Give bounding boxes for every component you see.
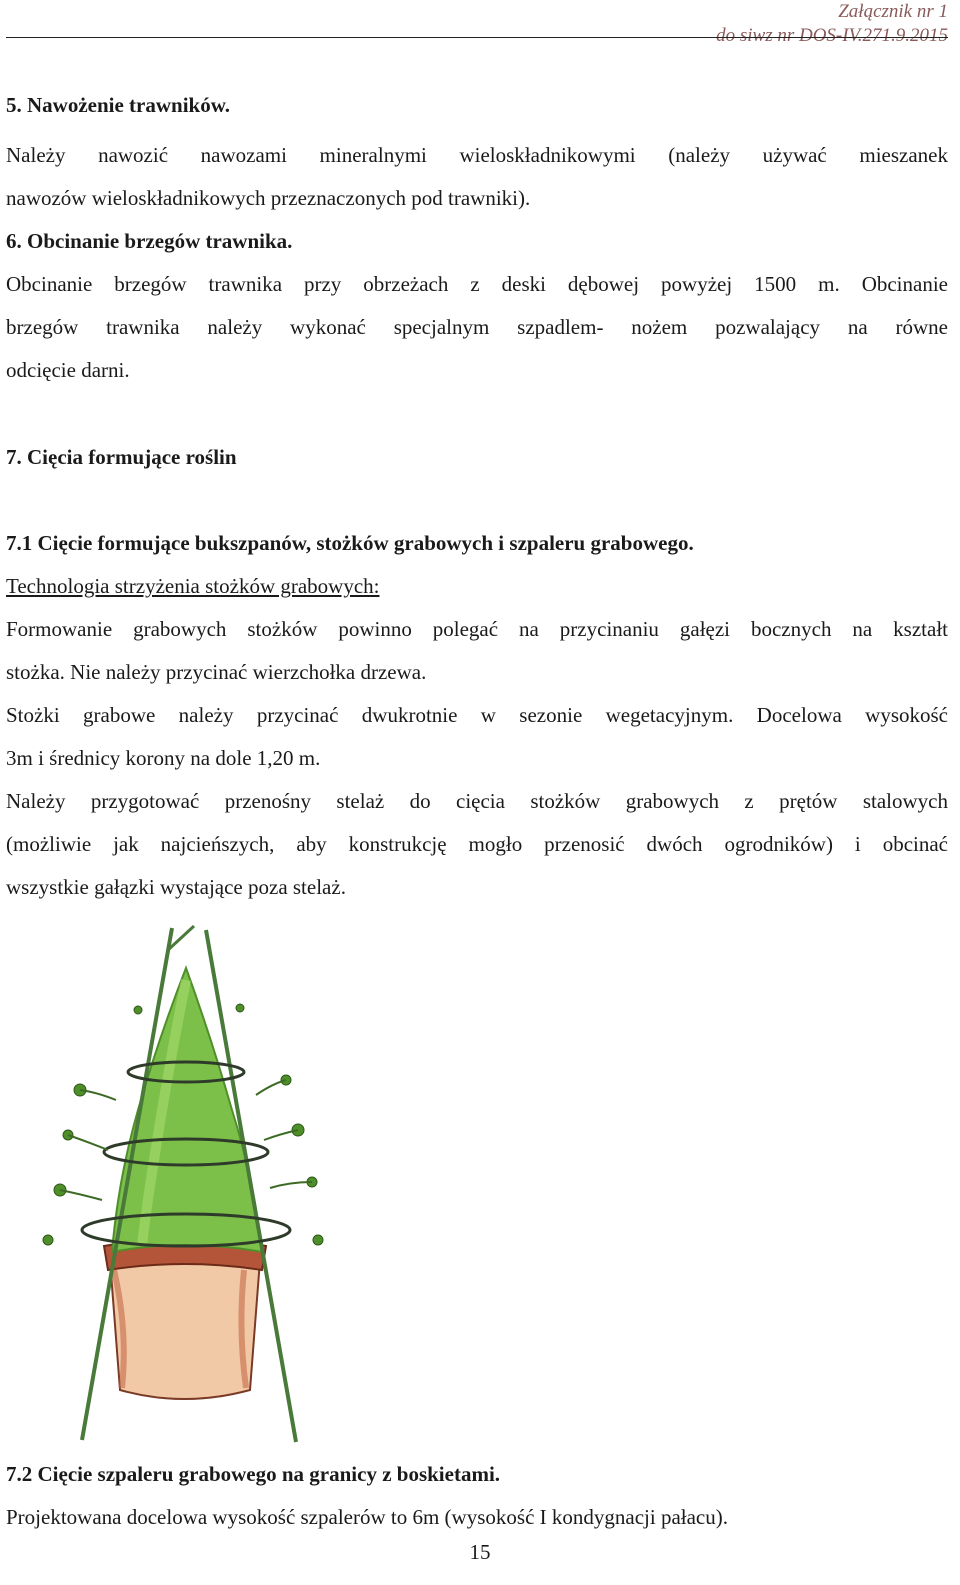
paragraph-3-line-2: (możliwie jak najcieńszych, aby konstrukcję mogło przenosić dwóch ogrodników) i obcinać [6,832,948,856]
section-7-heading: 7. Cięcia formujące roślin [6,445,237,469]
page-number: 15 [469,1540,491,1564]
section-7-1-paragraph-3 [6,780,948,909]
header-tender-reference: do siwz nr DOS-IV.271.9.2015 [716,25,948,46]
section-6-heading: 6. Obcinanie brzegów trawnika. [6,229,293,253]
hornbeam-cone-on-frame-icon [18,920,336,1445]
section-7-1-paragraph-1 [6,608,948,694]
section-6-line-1: Obcinanie brzegów trawnika przy obrzeżach z deski dębowej powyżej 1500 m. Obcinanie [6,272,948,296]
paragraph-3-line-3: wszystkie gałązki wystające poza stelaż. [6,875,346,899]
section-5-heading: 5. Nawożenie trawników. [6,93,230,117]
section-5-line-1: Należy nawozić nawozami mineralnymi wieloskładnikowymi (należy używać mieszanek [6,143,948,167]
technology-underlined-title: Technologia strzyżenia stożków grabowych: [6,574,380,598]
hornbeam-cone-illustration [18,920,336,1445]
section-7-1-paragraph-2 [6,694,948,780]
section-7-1-subtitle [6,565,948,608]
section-7-2-text: Projektowana docelowa wysokość szpalerów to 6m (wysokość I kondygnacji pałacu). [6,1505,728,1529]
paragraph-3-line-1: Należy przygotować przenośny stelaż do cięcia stożków grabowych z prętów stalowych [6,789,948,813]
paragraph-2-line-1: Stożki grabowe należy przycinać dwukrotnie w sezonie wegetacyjnym. Docelowa wysokość [6,703,948,727]
paragraph-2-line-2: 3m i średnicy korony na dole 1,20 m. [6,746,321,770]
header-attachment-label: Załącznik nr 1 [838,1,948,22]
section-6-line-2: brzegów trawnika należy wykonać specjalnym szpadlem- nożem pozwalający na równe [6,315,948,339]
section-5-text [6,134,948,220]
paragraph-1-line-1: Formowanie grabowych stożków powinno polegać na przycinaniu gałęzi bocznych na kształt [6,617,948,641]
paragraph-1-line-2: stożka. Nie należy przycinać wierzchołka drzewa. [6,660,427,684]
header-divider [6,37,948,38]
section-6-text [6,263,948,392]
section-6-line-3: odcięcie darni. [6,358,130,382]
document-header [716,0,948,48]
section-7-1-heading: 7.1 Cięcie formujące bukszpanów, stożków grabowych i szpaleru grabowego. [6,531,694,555]
section-7-2-heading: 7.2 Cięcie szpaleru grabowego na granicy z boskietami. [6,1462,501,1486]
section-5-line-2: nawozów wieloskładnikowych przeznaczonych pod trawniki). [6,186,531,210]
